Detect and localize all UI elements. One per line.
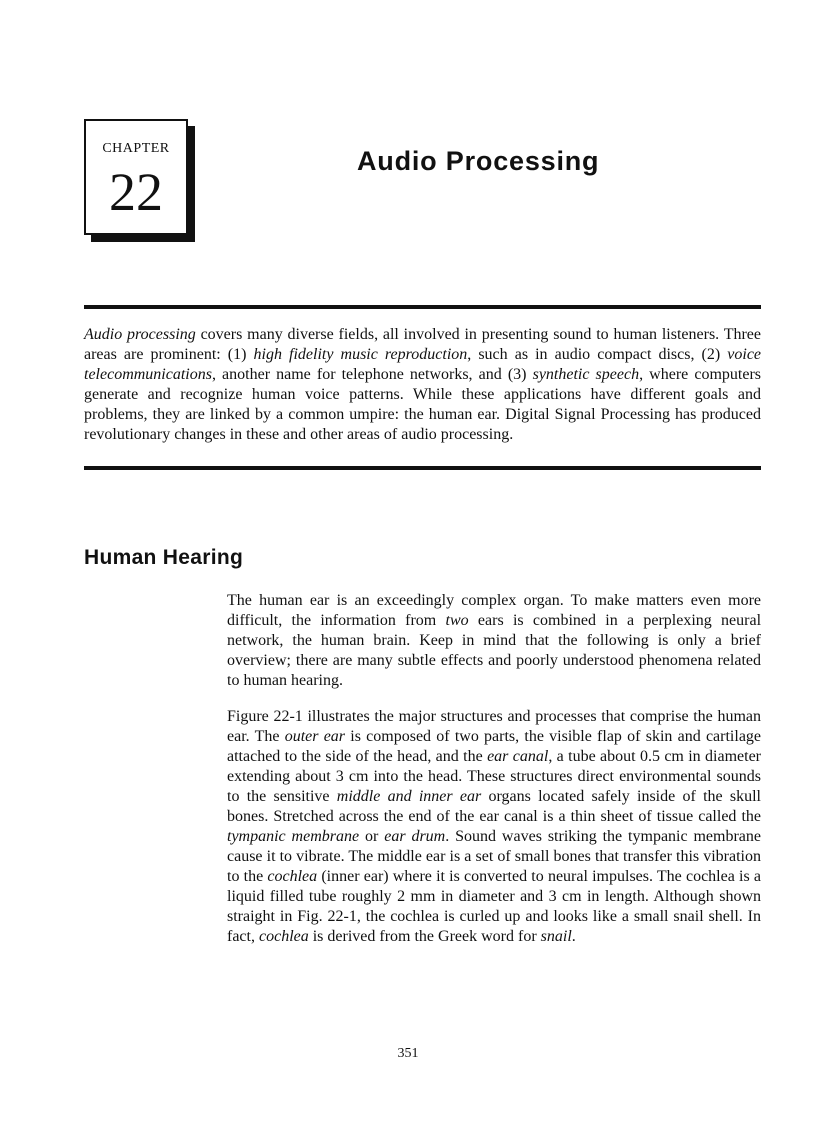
paragraph-text: ears is combined in a perplexing neural network, the human brain. Keep in mind that the following is only a brief overview; there are many subtle effects and poorly understood phenomena related to human hearing. [227, 612, 762, 689]
paragraph-text: (inner ear) where it is converted to neural impulses. The cochlea is a liquid filled tube roughly 2 mm in diameter and 3 cm in length. Although shown straight in Fig. 22-1, the cochlea is curled up and looks like a small snail shell. In fact, [227, 868, 761, 945]
chapter-label: CHAPTER [102, 141, 170, 156]
paragraph-emphasis: middle and inner ear [336, 788, 482, 805]
abstract-emphasis: voice telecommunications [84, 346, 762, 383]
abstract-text: , such as in audio compact discs, (2) [467, 346, 728, 363]
paragraph-text: is composed of two parts, the visible flap of skin and cartilage attached to the side of the head, and the [227, 728, 762, 765]
paragraph-emphasis: snail [540, 928, 572, 945]
chapter-abstract [84, 325, 761, 445]
paragraph-emphasis: ear canal [487, 748, 549, 765]
page-number: 351 [397, 1046, 419, 1061]
paragraph-text: Figure 22-1 illustrates the major structures and processes that comprise the human ear. The [227, 708, 761, 745]
top-divider [84, 305, 761, 309]
bottom-divider [84, 466, 761, 470]
abstract-emphasis: synthetic speech [532, 366, 640, 383]
abstract-text: covers many diverse fields, all involved in presenting sound to human listeners. Three areas are prominent: (1) [84, 326, 762, 363]
abstract-emphasis: Audio processing [84, 326, 196, 343]
abstract-text: , another name for telephone networks, and (3) [211, 366, 533, 383]
section-heading: Human Hearing [84, 546, 244, 569]
paragraph-emphasis: outer ear [284, 728, 346, 745]
chapter-number: 22 [109, 162, 163, 222]
paragraph-text: organs located safely inside of the skull bones. Stretched across the end of the ear canal is a thin sheet of tissue called the [227, 788, 761, 825]
chapter-box [84, 119, 188, 235]
paragraph-emphasis: cochlea [258, 928, 309, 945]
paragraph-text: or [359, 828, 385, 845]
paragraph-emphasis: ear drum [384, 828, 446, 845]
paragraph-text: is derived from the Greek word for [308, 928, 541, 945]
paragraph-text: . Sound waves striking the tympanic membrane cause it to vibrate. The middle ear is a set of small bones that transfer this vibration to the [227, 828, 762, 885]
section-body [227, 591, 761, 963]
paragraph-text: The human ear is an exceedingly complex organ. To make matters even more difficult, the information from [227, 592, 761, 629]
paragraph-emphasis: cochlea [267, 868, 318, 885]
paragraph-emphasis: two [445, 612, 469, 629]
abstract-text: , where computers generate and recognize human voice patterns. While these applications have different goals and problems, they are linked by a common umpire: the human ear. Digital Signal Processing has produced revolutionary changes in these and other areas of audio processing. [84, 366, 762, 443]
body-paragraph [227, 591, 761, 691]
chapter-title: Audio Processing [357, 146, 600, 176]
abstract-emphasis: high fidelity music reproduction [253, 346, 468, 363]
paragraph-emphasis: tympanic membrane [227, 828, 360, 845]
body-paragraph [227, 707, 761, 947]
paragraph-text: . [571, 928, 576, 945]
paragraph-text: , a tube about 0.5 cm in diameter extending about 3 cm into the head. These structures direct environmental sounds to the sensitive [227, 748, 762, 805]
